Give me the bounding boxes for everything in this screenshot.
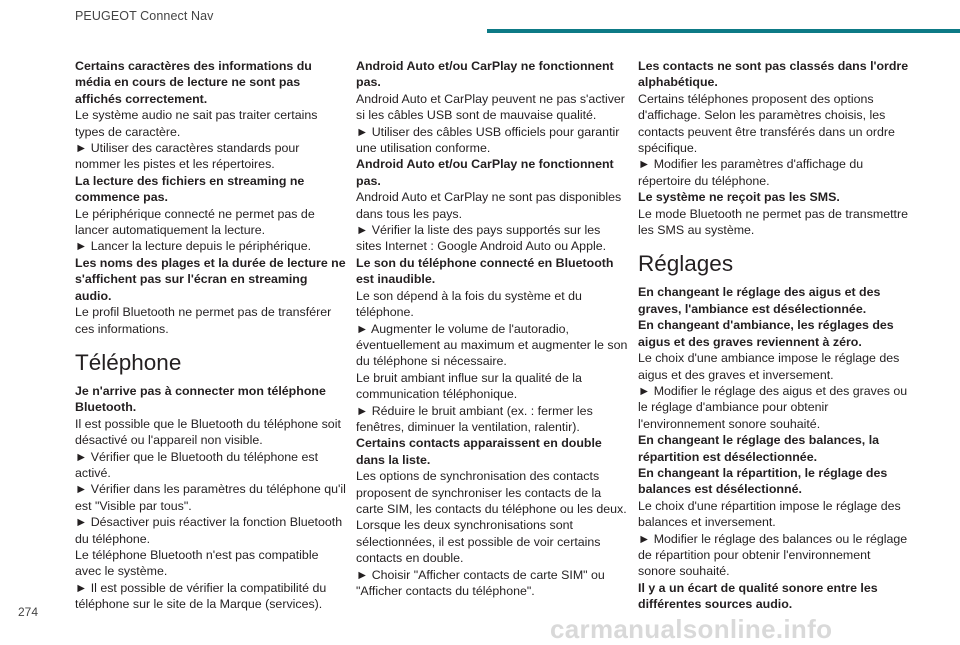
action-item: ► Utiliser des câbles USB officiels pour garantir une utilisation conforme. [356, 124, 620, 156]
answer: Le téléphone Bluetooth n'est pas compatible avec le système. [75, 547, 319, 579]
question: Le système ne reçoit pas les SMS. [638, 190, 840, 205]
answer: Le périphérique connecté ne permet pas de lancer automatiquement la lecture. [75, 206, 315, 238]
question: Il y a un écart de qualité sonore entre les différentes sources audio. [638, 580, 878, 612]
answer: Le choix d'une ambiance impose le réglage des aigus et des graves et inversement. [638, 351, 900, 382]
action-item: ► Modifier le réglage des balances ou le réglage de répartition pour obtenir l'environnement sonore souhaité. [638, 531, 908, 579]
question: En changeant d'ambiance, les réglages des aigus et des graves reviennent à zéro. [638, 318, 894, 349]
question: Android Auto et/ou CarPlay ne fonctionnent pas. [356, 157, 614, 188]
section-heading-reglages: Réglages [638, 251, 734, 277]
answer: Certains téléphones proposent des options d'affichage. Selon les paramètres choisis, les contacts peuvent être transférés dans un ordre spécifique. [638, 91, 895, 156]
question: En changeant le réglage des balances, la répartition est désélectionnée. [638, 433, 880, 464]
action-item: ► Il est possible de vérifier la compatibilité du téléphone sur le site de la Marque (services). [75, 580, 327, 612]
question: Le son du téléphone connecté en Bluetooth est inaudible. [356, 255, 614, 287]
action-item: ► Augmenter le volume de l'autoradio, éventuellement au maximum et augmenter le son du téléphone si nécessaire. [356, 321, 628, 369]
answer: Le son dépend à la fois du système et du téléphone. [356, 288, 582, 320]
column-1 [75, 58, 347, 613]
question: La lecture des fichiers en streaming ne commence pas. [75, 173, 305, 205]
answer: Il est possible que le Bluetooth du téléphone soit désactivé ou l'appareil non visible. [75, 416, 341, 448]
action-item: ► Choisir "Afficher contacts de carte SIM" ou "Afficher contacts du téléphone". [356, 567, 605, 598]
action-item: ► Vérifier la liste des pays supportés sur les sites Internet : Google Android Auto ou Apple. [356, 223, 607, 254]
answer: Le mode Bluetooth ne permet pas de transmettre les SMS au système. [638, 206, 908, 238]
action-item: ► Vérifier que le Bluetooth du téléphone est activé. [75, 449, 319, 480]
column-3 [638, 58, 910, 613]
answer: Le bruit ambiant influe sur la qualité de la communication téléphonique. [356, 370, 582, 402]
question: Les contacts ne sont pas classés dans l'ordre alphabétique. [638, 59, 909, 90]
answer: Android Auto et CarPlay peuvent ne pas s'activer si les câbles USB sont de mauvaise qualité. [356, 91, 625, 123]
action-item: ► Lancer la lecture depuis le périphérique. [75, 239, 312, 254]
section-heading-telephone: Téléphone [75, 349, 182, 375]
answer: Le profil Bluetooth ne permet pas de transférer ces informations. [75, 305, 332, 336]
answer: Le système audio ne sait pas traiter certains types de caractère. [75, 108, 318, 139]
action-item: ► Modifier le réglage des aigus et des graves ou le réglage d'ambiance pour obtenir l'environnement sonore souhaité. [638, 383, 908, 431]
question: Certains caractères des informations du média en cours de lecture ne sont pas affichés correctement. [75, 59, 312, 106]
page-number: 274 [18, 605, 39, 619]
action-item: ► Désactiver puis réactiver la fonction Bluetooth du téléphone. [75, 515, 343, 546]
question: Je n'arrive pas à connecter mon téléphone Bluetooth. [75, 383, 326, 415]
header-accent-bar [487, 29, 960, 33]
action-item: ► Modifier les paramètres d'affichage du répertoire du téléphone. [638, 157, 864, 188]
answer: Le choix d'une répartition impose le réglage des balances et inversement. [638, 498, 901, 530]
column-2 [356, 58, 628, 599]
running-header: PEUGEOT Connect Nav [75, 9, 214, 23]
action-item: ► Réduire le bruit ambiant (ex. : fermer les fenêtres, diminuer la ventilation, ralentir). [356, 403, 593, 434]
question: En changeant le réglage des aigus et des graves, l'ambiance est désélectionnée. [638, 285, 881, 316]
question: Les noms des plages et la durée de lecture ne s'affichent pas sur l'écran en streaming audio. [75, 255, 346, 303]
question: Android Auto et/ou CarPlay ne fonctionnent pas. [356, 59, 614, 90]
question: Certains contacts apparaissent en double dans la liste. [356, 436, 602, 467]
answer: Android Auto et CarPlay ne sont pas disponibles dans tous les pays. [356, 190, 622, 221]
question: En changeant la répartition, le réglage des balances est désélectionné. [638, 465, 888, 497]
action-item: ► Utiliser des caractères standards pour nommer les pistes et les répertoires. [75, 141, 300, 172]
action-item: ► Vérifier dans les paramètres du téléphone qu'il est "Visible par tous". [75, 482, 346, 513]
answer: Les options de synchronisation des contacts proposent de synchroniser les contacts de la carte SIM, les contacts du téléphone ou les deux. Lorsque les deux synchronisations sont sélectionnées, il est possible de voir certains contacts en double. [356, 469, 627, 566]
watermark: carmanualsonline.info [550, 614, 833, 644]
